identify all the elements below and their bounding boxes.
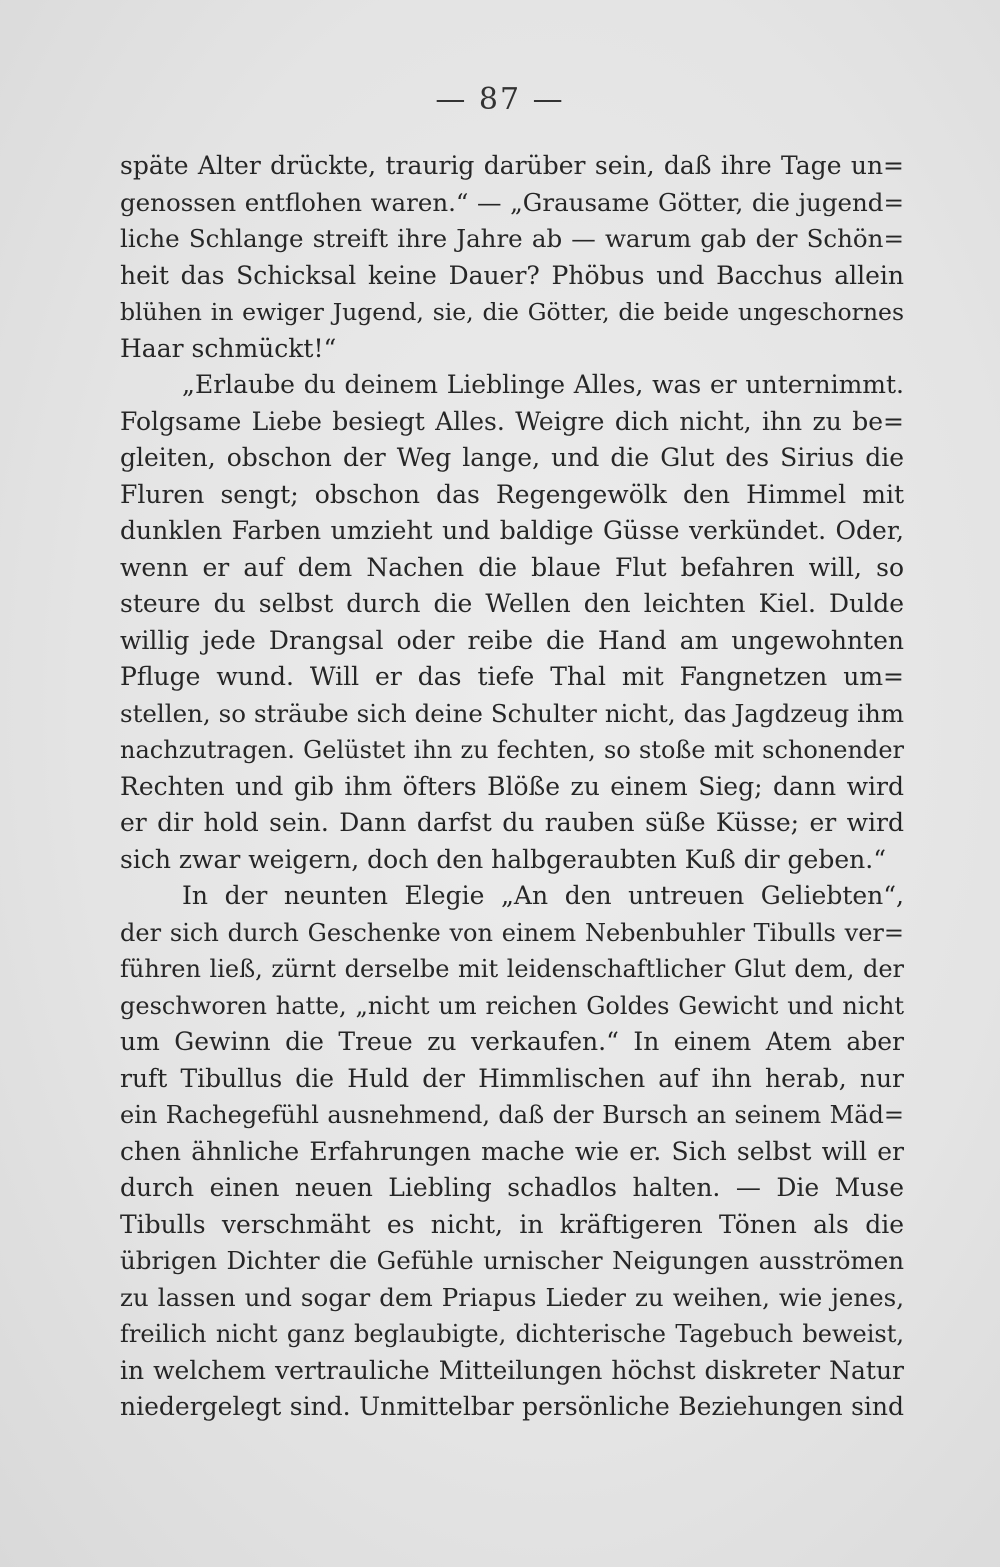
text-line: niedergelegt sind. Unmittelbar persönliche Beziehungen sind bbox=[120, 1392, 904, 1421]
text-line: geschworen hatte, „nicht um reichen Goldes Gewicht und nicht bbox=[120, 991, 904, 1020]
text-line: Folgsame Liebe besiegt Alles. Weigre dich nicht, ihn zu be= bbox=[120, 406, 904, 436]
text-line: führen ließ, zürnt derselbe mit leidenschaftlicher Glut dem, der bbox=[120, 955, 904, 983]
text-line: späte Alter drückte, traurig darüber sein, daß ihre Tage un= bbox=[120, 151, 904, 180]
text-line: chen ähnliche Erfahrungen mache wie er. Sich selbst will er bbox=[120, 1136, 904, 1166]
text-line: steure du selbst durch die Wellen den leichten Kiel. Dulde bbox=[120, 589, 904, 618]
text-line: freilich nicht ganz beglaubigte, dichterische Tagebuch beweist, bbox=[120, 1320, 904, 1348]
text-line: Haar schmückt!“ bbox=[120, 333, 337, 363]
text-line: gleiten, obschon der Weg lange, und die Glut des Sirius die bbox=[120, 443, 904, 472]
text-line: wenn er auf dem Nachen die blaue Flut befahren will, so bbox=[120, 552, 904, 582]
text-line: willig jede Drangsal oder reibe die Hand am ungewohnten bbox=[120, 625, 904, 655]
text-line: Rechten und gib ihm öfters Blöße zu einem Sieg; dann wird bbox=[120, 771, 904, 801]
text-line: Pfluge wund. Will er das tiefe Thal mit Fangnetzen um= bbox=[120, 662, 904, 691]
text-line: Tibulls verschmäht es nicht, in kräftigeren Tönen als die bbox=[120, 1209, 904, 1239]
text-line: ein Rachegefühl ausnehmend, daß der Bursch an seinem Mäd= bbox=[120, 1101, 904, 1129]
text-line: liche Schlange streift ihre Jahre ab — warum gab der Schön= bbox=[120, 224, 904, 253]
text-line: dunklen Farben umzieht und baldige Güsse verkündet. Oder, bbox=[120, 516, 904, 545]
text-line: Fluren sengt; obschon das Regengewölk den Himmel mit bbox=[120, 479, 904, 509]
text-line: in welchem vertrauliche Mitteilungen höchst diskreter Natur bbox=[120, 1355, 904, 1385]
text-line: er dir hold sein. Dann darfst du rauben süße Küsse; er wird bbox=[120, 808, 904, 837]
text-line: In der neunten Elegie „An den untreuen Geliebten“, bbox=[182, 881, 904, 910]
text-line: heit das Schicksal keine Dauer? Phöbus und Bacchus allein bbox=[120, 260, 904, 290]
body-text bbox=[120, 148, 904, 1426]
text-line: übrigen Dichter die Gefühle urnischer Neigungen ausströmen bbox=[120, 1246, 904, 1275]
page-number: — 87 — bbox=[435, 82, 565, 117]
text-line: sich zwar weigern, doch den halbgeraubten Kuß dir geben.“ bbox=[120, 844, 886, 874]
text-line: um Gewinn die Treue zu verkaufen.“ In einem Atem aber bbox=[120, 1027, 904, 1056]
text-line: stellen, so sträube sich deine Schulter nicht, das Jagdzeug ihm bbox=[120, 698, 904, 728]
text-line: nachzutragen. Gelüstet ihn zu fechten, so stoße mit schonender bbox=[120, 736, 904, 764]
text-line: blühen in ewiger Jugend, sie, die Götter, die beide ungeschornes bbox=[120, 298, 904, 326]
text-line: der sich durch Geschenke von einem Nebenbuhler Tibulls ver= bbox=[120, 918, 904, 947]
text-line: zu lassen und sogar dem Priapus Lieder zu weihen, wie jenes, bbox=[120, 1282, 904, 1312]
text-line: „Erlaube du deinem Lieblinge Alles, was er unternimmt. bbox=[182, 370, 904, 399]
text-line: genossen entflohen waren.“ — „Grausame Götter, die jugend= bbox=[120, 187, 904, 217]
text-line: durch einen neuen Liebling schadlos halten. — Die Muse bbox=[120, 1173, 904, 1202]
text-line: ruft Tibullus die Huld der Himmlischen auf ihn herab, nur bbox=[120, 1063, 904, 1093]
